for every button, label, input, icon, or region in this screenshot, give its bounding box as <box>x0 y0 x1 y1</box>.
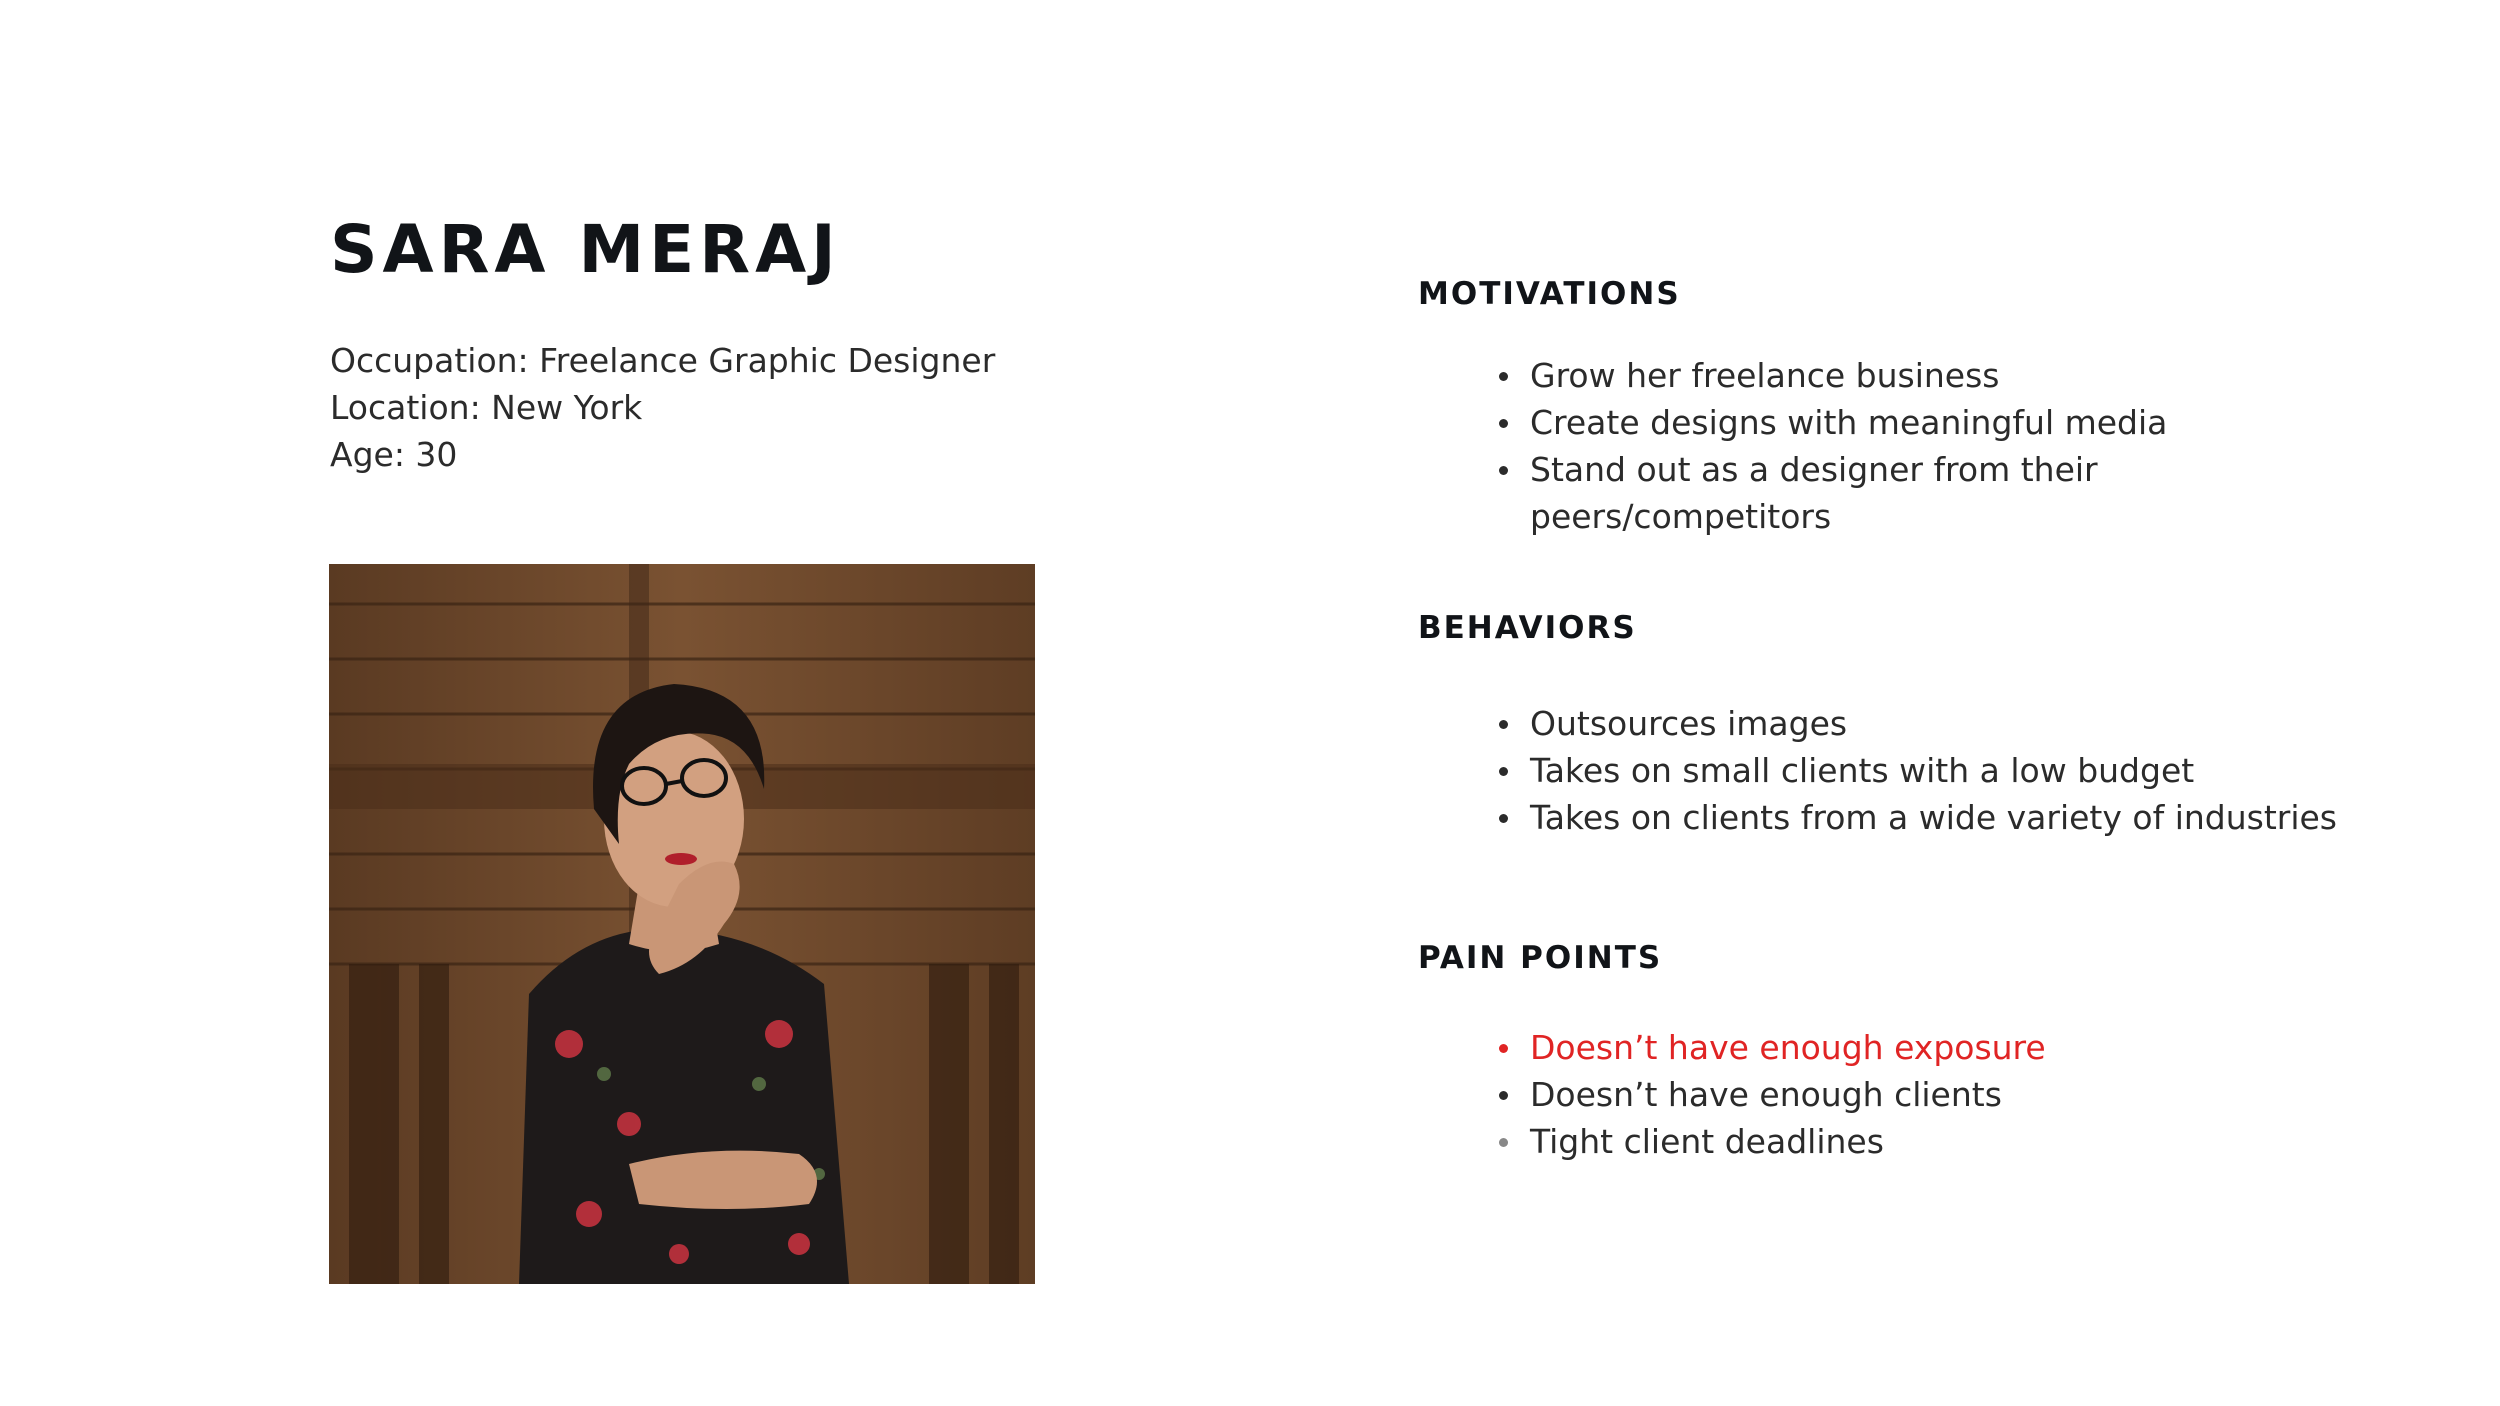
list-item: Outsources images <box>1490 700 2390 747</box>
persona-facts <box>330 337 995 478</box>
location-text: Location: New York <box>330 388 643 427</box>
list-item: Grow her freelance business <box>1490 352 2390 399</box>
bullet-icon <box>1499 720 1508 729</box>
persona-photo <box>329 564 1035 1284</box>
bullet-icon <box>1499 814 1508 823</box>
list-item: Takes on clients from a wide variety of industries <box>1490 794 2390 841</box>
motivations-heading: MOTIVATIONS <box>1418 276 1681 312</box>
motivations-list <box>1490 352 2390 540</box>
bullet-icon <box>1499 419 1508 428</box>
persona-name: SARA MERAJ <box>330 211 841 288</box>
behaviors-list <box>1490 700 2390 841</box>
behaviors-heading: BEHAVIORS <box>1418 610 1637 646</box>
bullet-icon <box>1499 1044 1508 1053</box>
list-item: Doesn’t have enough clients <box>1490 1071 2390 1118</box>
occupation-text: Occupation: Freelance Graphic Designer <box>330 341 996 380</box>
age-text: Age: 30 <box>330 435 458 474</box>
bullet-icon <box>1499 466 1508 475</box>
portrait-photo <box>329 564 1035 1284</box>
bullet-icon <box>1499 1091 1508 1100</box>
pain-points-heading: PAIN POINTS <box>1418 940 1663 976</box>
list-item: Takes on small clients with a low budget <box>1490 747 2390 794</box>
bullet-icon <box>1499 1138 1508 1147</box>
bullet-icon <box>1499 372 1508 381</box>
list-item: Create designs with meaningful media <box>1490 399 2390 446</box>
list-item: Doesn’t have enough exposure <box>1490 1024 2390 1071</box>
list-item: Tight client deadlines <box>1490 1118 2390 1165</box>
bullet-icon <box>1499 767 1508 776</box>
list-item: Stand out as a designer from their peers/competitors <box>1490 446 2190 540</box>
pain-points-list <box>1490 1024 2390 1165</box>
